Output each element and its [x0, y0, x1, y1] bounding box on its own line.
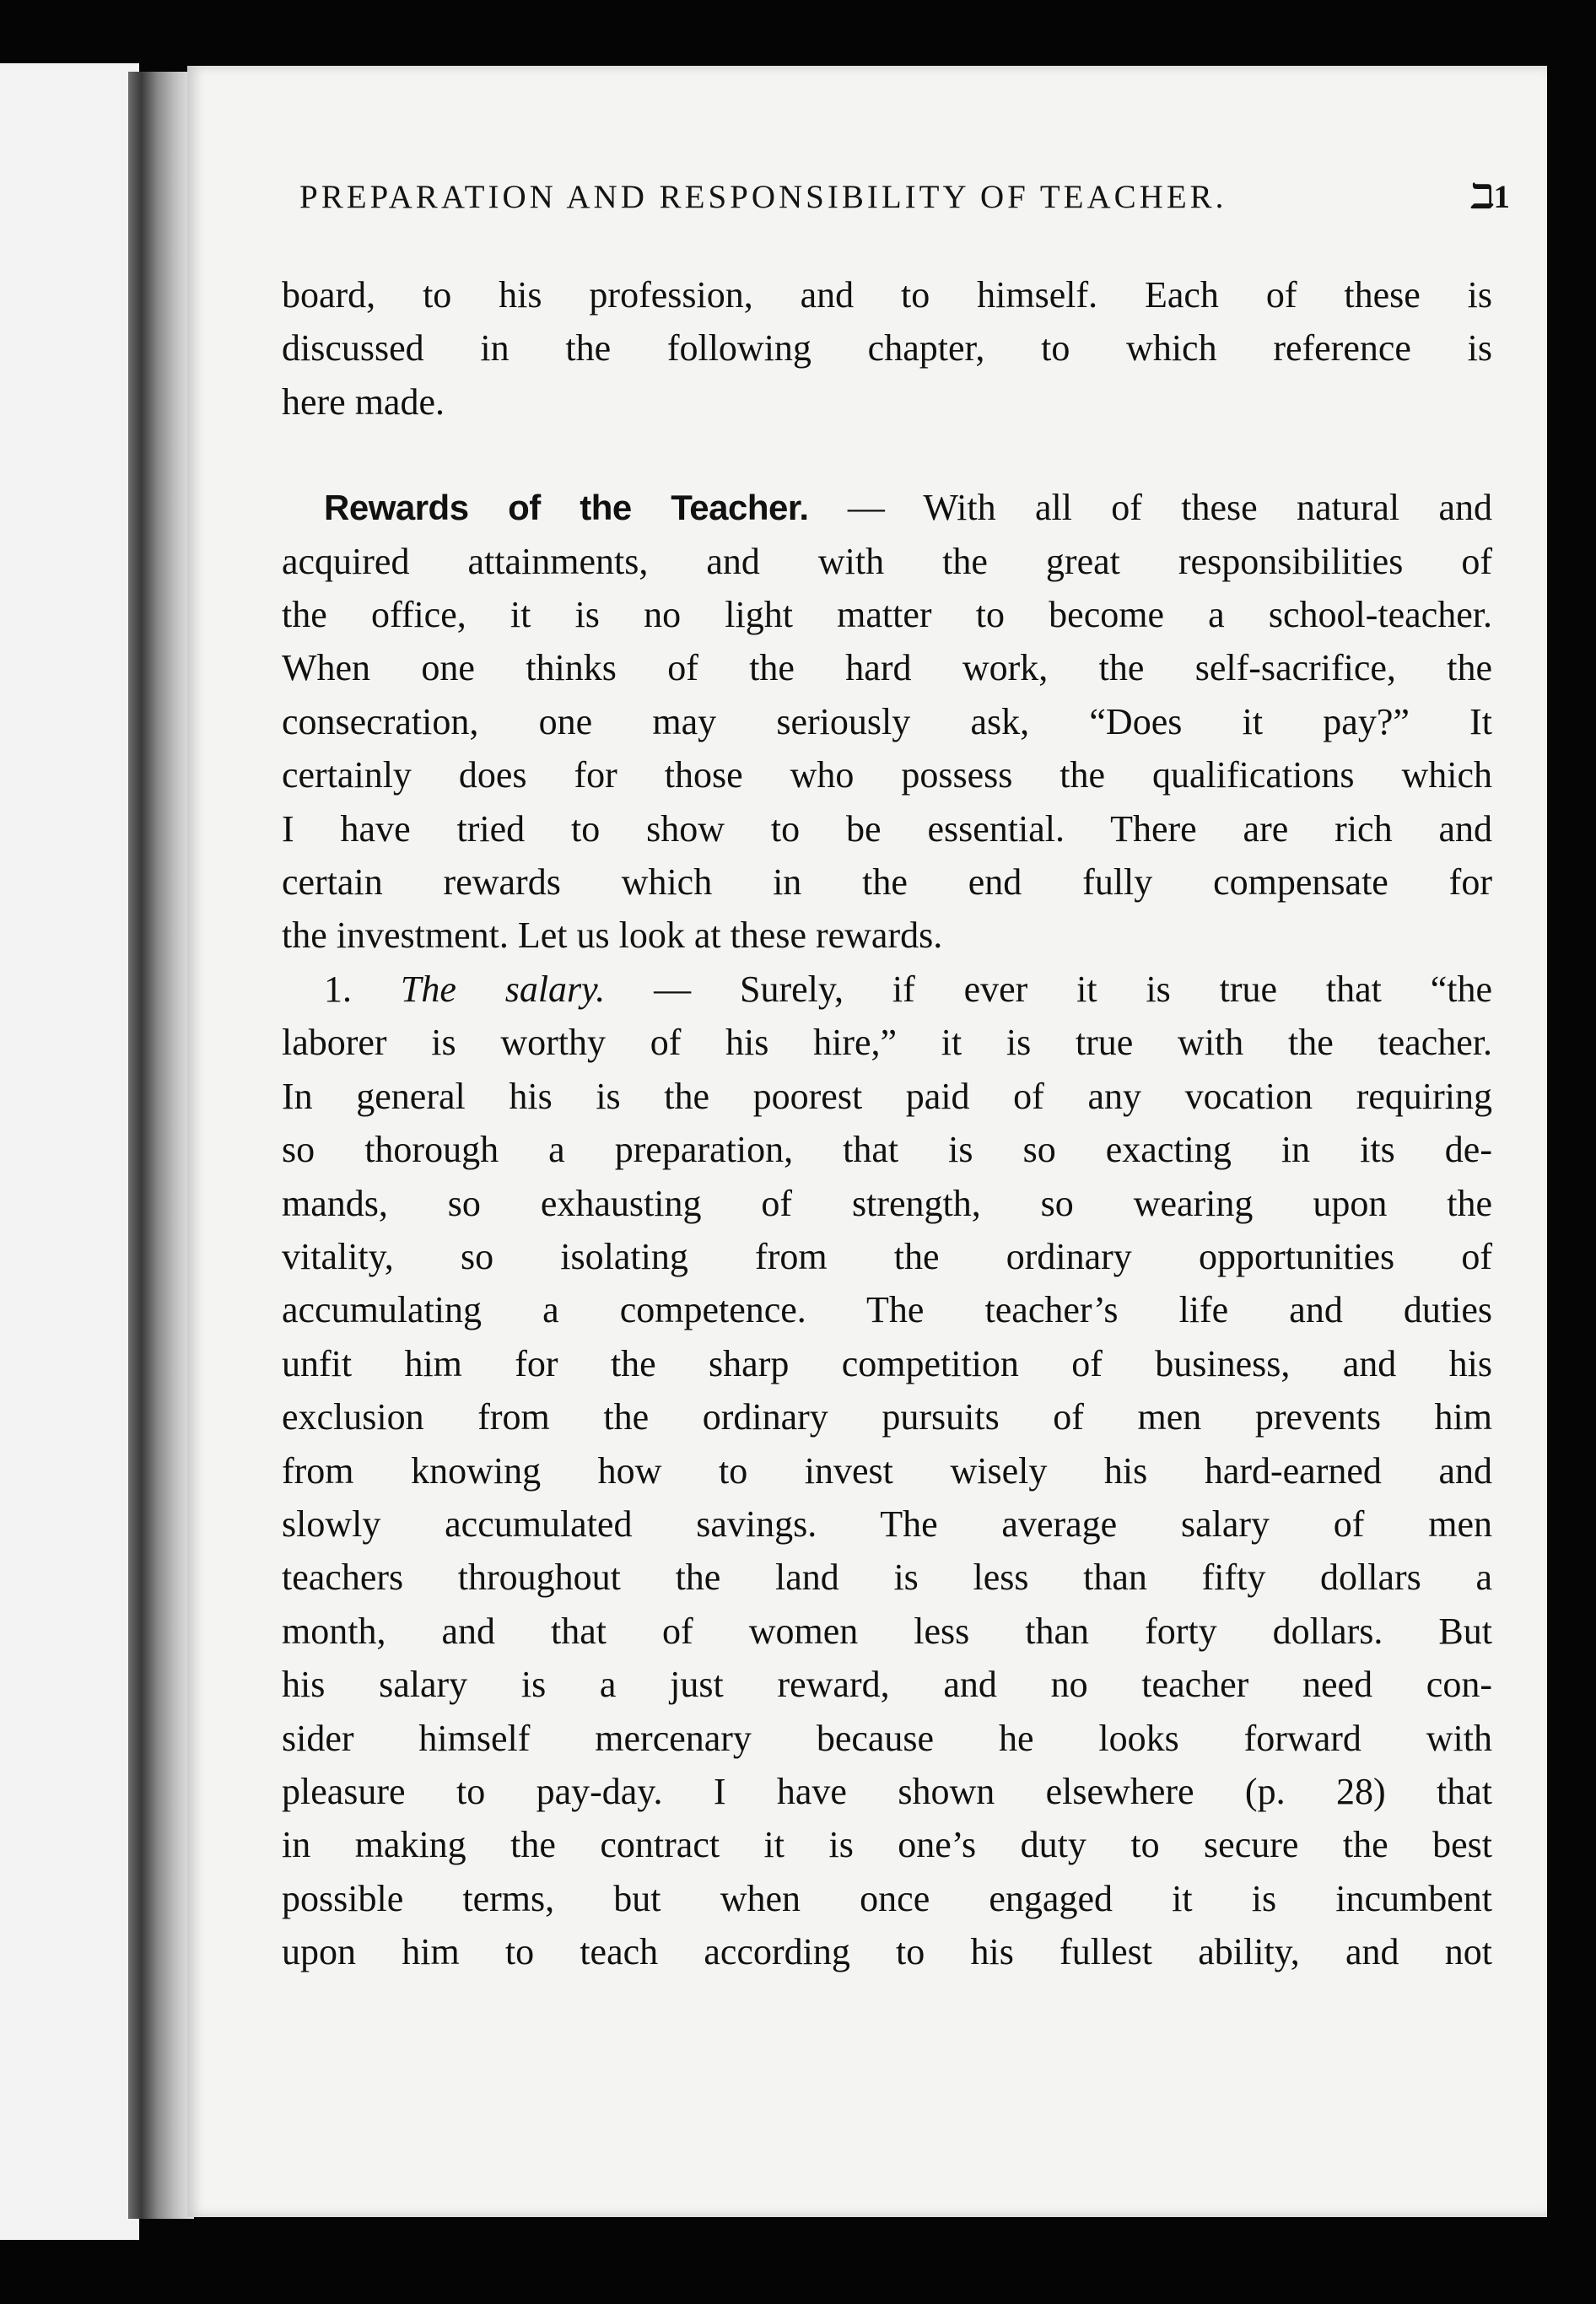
- text-line: laborer is worthy of his hire,” it is true with the teacher.: [282, 1022, 1492, 1064]
- em-dash: —: [808, 487, 924, 529]
- text-line: certainly does for those who possess the qualifications which: [282, 754, 1492, 796]
- text-line: teachers throughout the land is less than fifty dollars a: [282, 1557, 1492, 1599]
- text-span: With all of these natural and: [923, 487, 1492, 529]
- text-line: When one thinks of the hard work, the self-sacrifice, the: [282, 647, 1492, 689]
- book-page: [187, 66, 1547, 2217]
- em-dash: —: [605, 968, 740, 1010]
- text-line: so thorough a preparation, that is so exacting in its de-: [282, 1129, 1492, 1171]
- text-line: possible terms, but when once engaged it is incumbent: [282, 1877, 1492, 1919]
- section-heading: Rewards of the Teacher.: [324, 488, 809, 528]
- body-text: [282, 268, 1492, 1979]
- text-line: from knowing how to invest wisely his hard-earned and: [282, 1449, 1492, 1492]
- paragraph-gap: [282, 429, 1492, 481]
- text-line: vitality, so isolating from the ordinary opportunities of: [282, 1235, 1492, 1277]
- page-number: ℶ1: [1471, 179, 1510, 215]
- list-item-title: The salary.: [400, 968, 606, 1010]
- text-line: unfit him for the sharp competition of business, and his: [282, 1342, 1492, 1384]
- section-heading-line: [282, 481, 1492, 534]
- text-line: mands, so exhausting of strength, so wearing upon the: [282, 1182, 1492, 1224]
- running-head: [299, 178, 1510, 216]
- facing-page-edge: [0, 63, 139, 2240]
- text-line: his salary is a just reward, and no teacher need con-: [282, 1664, 1492, 1706]
- text-line: I have tried to show to be essential. There are rich and: [282, 807, 1492, 850]
- text-line: consecration, one may seriously ask, “Does it pay?” It: [282, 700, 1492, 742]
- text-line: the investment. Let us look at these rewards.: [282, 915, 943, 957]
- text-line: certain rewards which in the end fully compensate for: [282, 861, 1492, 904]
- list-item-heading-line: [282, 963, 1492, 1016]
- text-line: discussed in the following chapter, to which reference is: [282, 327, 1492, 370]
- running-head-title: PREPARATION AND RESPONSIBILITY OF TEACHER.: [299, 179, 1227, 215]
- text-line: the office, it is no light matter to become a school-teacher.: [282, 594, 1492, 636]
- list-number: 1.: [324, 968, 352, 1010]
- text-line: pleasure to pay-day. I have shown elsewhere (p. 28) that: [282, 1770, 1492, 1812]
- text-line: acquired attainments, and with the great responsibilities of: [282, 540, 1492, 582]
- text-line: sider himself mercenary because he looks forward with: [282, 1717, 1492, 1759]
- text-line: upon him to teach according to his fullest ability, and not: [282, 1931, 1492, 1973]
- book-gutter: [128, 72, 194, 2219]
- text-line: here made.: [282, 380, 445, 423]
- text-line: slowly accumulated savings. The average salary of men: [282, 1503, 1492, 1545]
- text-line: In general his is the poorest paid of any vocation requiring: [282, 1075, 1492, 1117]
- text-line: board, to his profession, and to himself. Each of these is: [282, 274, 1492, 316]
- text-line: in making the contract it is one’s duty to secure the best: [282, 1824, 1492, 1866]
- text-span: Surely, if ever it is true that “the: [739, 968, 1493, 1010]
- text-line: accumulating a competence. The teacher’s life and duties: [282, 1289, 1492, 1331]
- text-line: exclusion from the ordinary pursuits of men prevents him: [282, 1396, 1492, 1438]
- text-line: month, and that of women less than forty dollars. But: [282, 1610, 1492, 1652]
